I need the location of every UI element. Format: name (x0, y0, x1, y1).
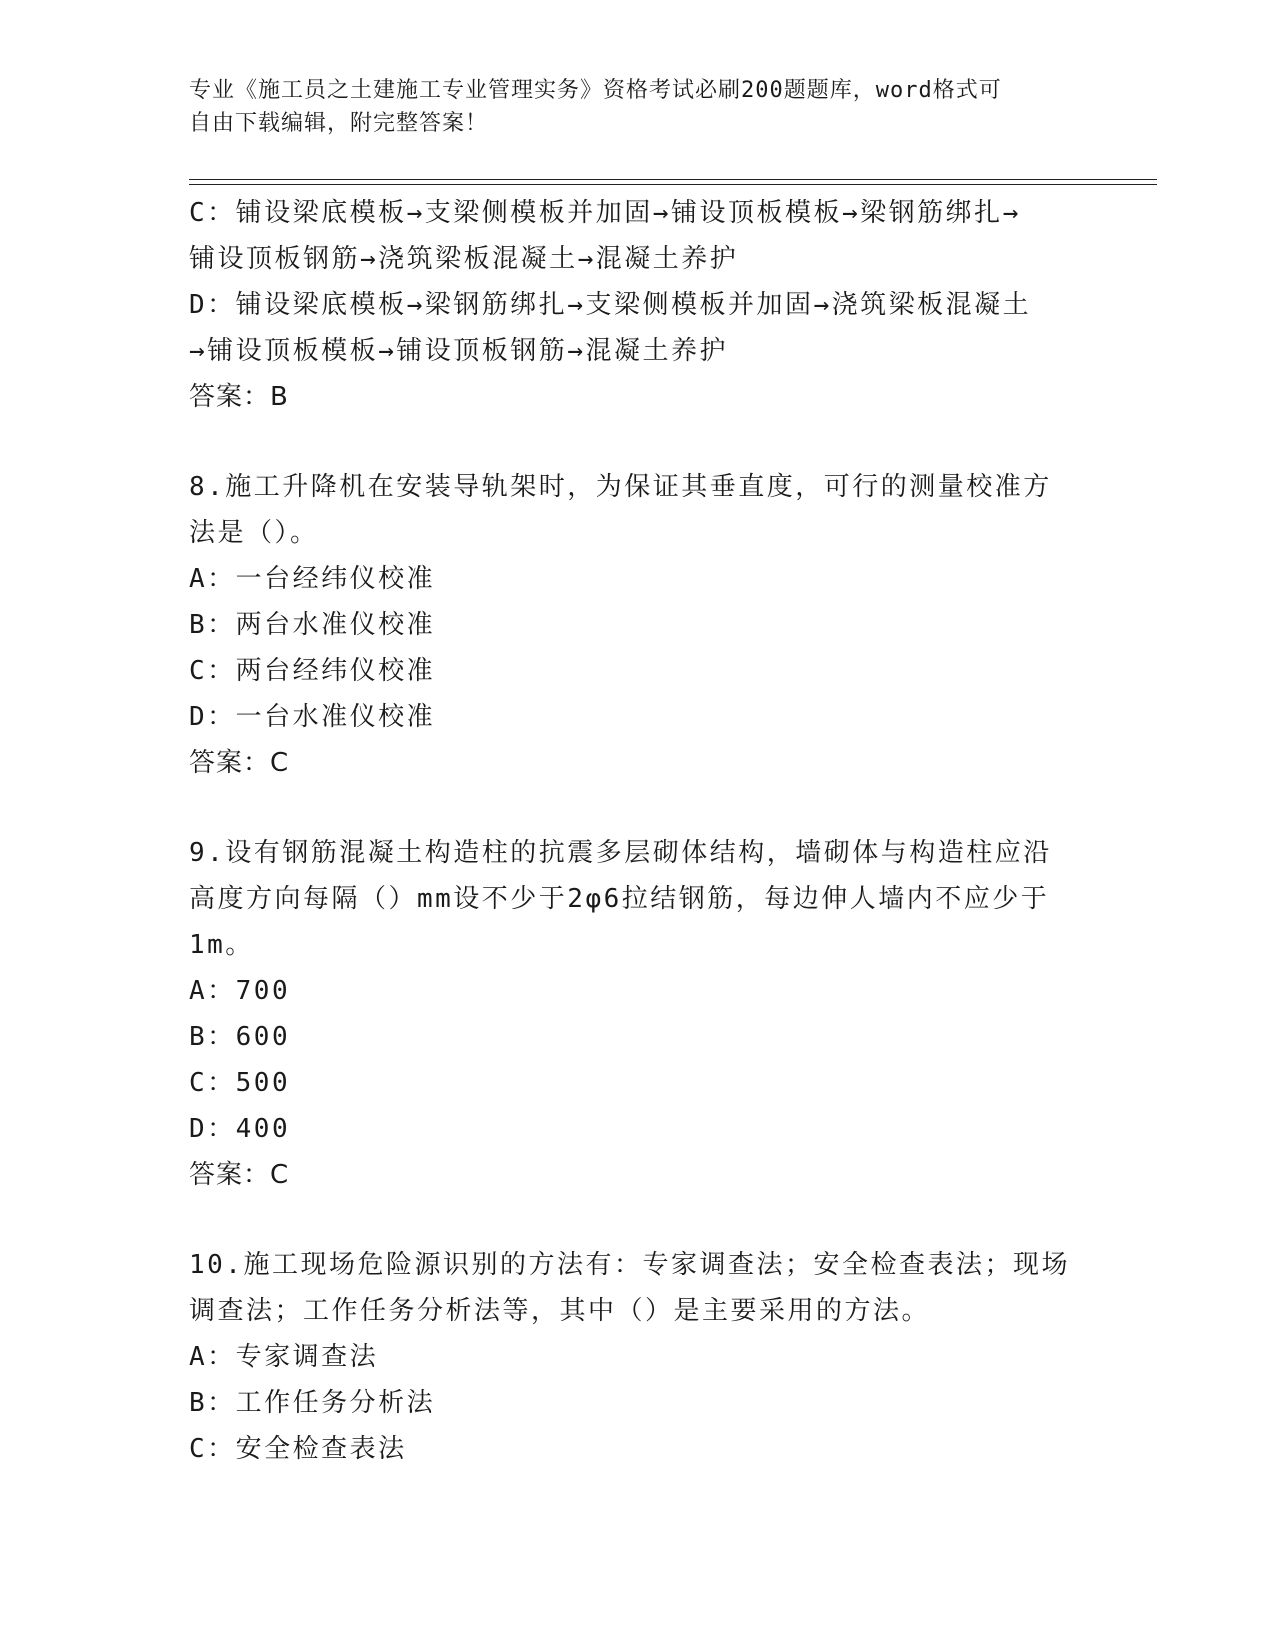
question-10-block (189, 1242, 1089, 1472)
header-title-line-2: 自由下载编辑，附完整答案！ (189, 111, 489, 136)
question-9-block (189, 830, 1089, 1198)
q8-option-c: C：两台经纬仪校准 (189, 656, 436, 686)
spacer (189, 1198, 1089, 1242)
header-divider-bottom (189, 184, 1157, 185)
header-title-line-1: 专业《施工员之土建施工专业管理实务》资格考试必刷200题题库，word格式可 (189, 78, 1002, 103)
q9-option-c: C：500 (189, 1068, 291, 1098)
q8-stem-line-2: 法是（）。 (189, 518, 319, 548)
q7-option-c-line-2: 铺设顶板钢筋→浇筑梁板混凝土→混凝土养护 (189, 244, 739, 274)
q10-option-c: C：安全检查表法 (189, 1434, 407, 1464)
q9-stem-line-1: 9.设有钢筋混凝土构造柱的抗震多层砌体结构，墙砌体与构造柱应沿 (189, 838, 1052, 868)
question-7-block (189, 190, 1089, 420)
spacer (189, 420, 1089, 464)
q9-stem-line-2: 高度方向每隔（）mm设不少于2φ6拉结钢筋，每边伸人墙内不应少于 (189, 884, 1050, 914)
q10-stem-line-2: 调查法；工作任务分析法等，其中（）是主要采用的方法。 (189, 1296, 931, 1326)
q10-option-b: B：工作任务分析法 (189, 1388, 436, 1418)
q10-stem-line-1: 10.施工现场危险源识别的方法有：专家调查法；安全检查表法；现场 (189, 1250, 1070, 1280)
header-divider-top (189, 179, 1157, 180)
q7-option-d-line-2: →铺设顶板模板→铺设顶板钢筋→混凝土养护 (189, 336, 728, 366)
q9-option-b: B：600 (189, 1022, 291, 1052)
q9-option-d: D：400 (189, 1114, 291, 1144)
q10-option-a: A：专家调查法 (189, 1342, 379, 1372)
question-8-block (189, 464, 1089, 786)
q9-stem-line-3: 1m。 (189, 930, 254, 960)
q7-answer: 答案：B (189, 382, 289, 412)
q7-option-d-line-1: D：铺设梁底模板→梁钢筋绑扎→支梁侧模板并加固→浇筑梁板混凝土 (189, 290, 1032, 320)
q8-option-b: B：两台水准仪校准 (189, 610, 436, 640)
q9-option-a: A：700 (189, 976, 291, 1006)
q7-option-c-line-1: C：铺设梁底模板→支梁侧模板并加固→铺设顶板模板→梁钢筋绑扎→ (189, 198, 1021, 228)
q9-answer: 答案：C (189, 1160, 290, 1190)
spacer (189, 786, 1089, 830)
q8-option-a: A：一台经纬仪校准 (189, 564, 436, 594)
document-header (189, 74, 1069, 140)
q8-option-d: D：一台水准仪校准 (189, 702, 436, 732)
q8-stem-line-1: 8.施工升降机在安装导轨架时，为保证其垂直度，可行的测量校准方 (189, 472, 1052, 502)
q8-answer: 答案：C (189, 748, 290, 778)
question-content (189, 190, 1089, 1472)
